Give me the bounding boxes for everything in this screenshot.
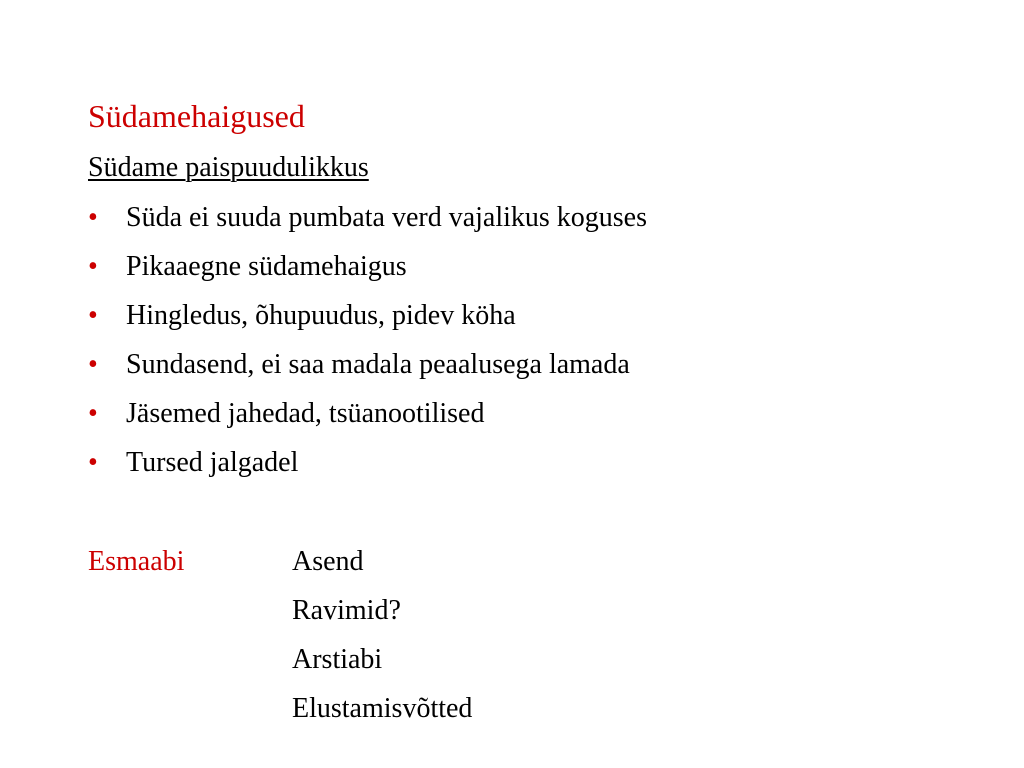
slide-subtitle: Südame paispuudulikkus bbox=[88, 152, 369, 183]
bullet-icon: • bbox=[88, 398, 98, 429]
first-aid-step: Asend bbox=[292, 546, 364, 577]
first-aid-step: Elustamisvõtted bbox=[292, 693, 473, 724]
symptom-list-item bbox=[88, 296, 647, 345]
first-aid-step: Arstiabi bbox=[292, 644, 383, 675]
symptom-text: Pikaaegne südamehaigus bbox=[126, 251, 407, 282]
symptom-text: Sundasend, ei saa madala peaalusega lamada bbox=[126, 349, 630, 380]
symptom-text: Süda ei suuda pumbata verd vajalikus koguses bbox=[126, 202, 648, 233]
bullet-icon: • bbox=[88, 300, 98, 331]
first-aid-step: Ravimid? bbox=[292, 595, 401, 626]
bullet-icon: • bbox=[88, 447, 98, 478]
symptom-list-item bbox=[88, 394, 647, 443]
first-aid-steps bbox=[292, 542, 472, 738]
first-aid-label: Esmaabi bbox=[88, 546, 185, 577]
symptom-list-item bbox=[88, 443, 647, 492]
symptom-text: Tursed jalgadel bbox=[126, 447, 299, 478]
bullet-icon: • bbox=[88, 349, 98, 380]
slide-title: Südamehaigused bbox=[88, 98, 305, 134]
symptom-list bbox=[88, 198, 647, 492]
symptom-text: Hingledus, õhupuudus, pidev köha bbox=[126, 300, 516, 331]
symptom-text: Jäsemed jahedad, tsüanootilised bbox=[126, 398, 485, 429]
symptom-list-item bbox=[88, 345, 647, 394]
symptom-list-item bbox=[88, 198, 647, 247]
bullet-icon: • bbox=[88, 251, 98, 282]
symptom-list-item bbox=[88, 247, 647, 296]
bullet-icon: • bbox=[88, 202, 98, 233]
